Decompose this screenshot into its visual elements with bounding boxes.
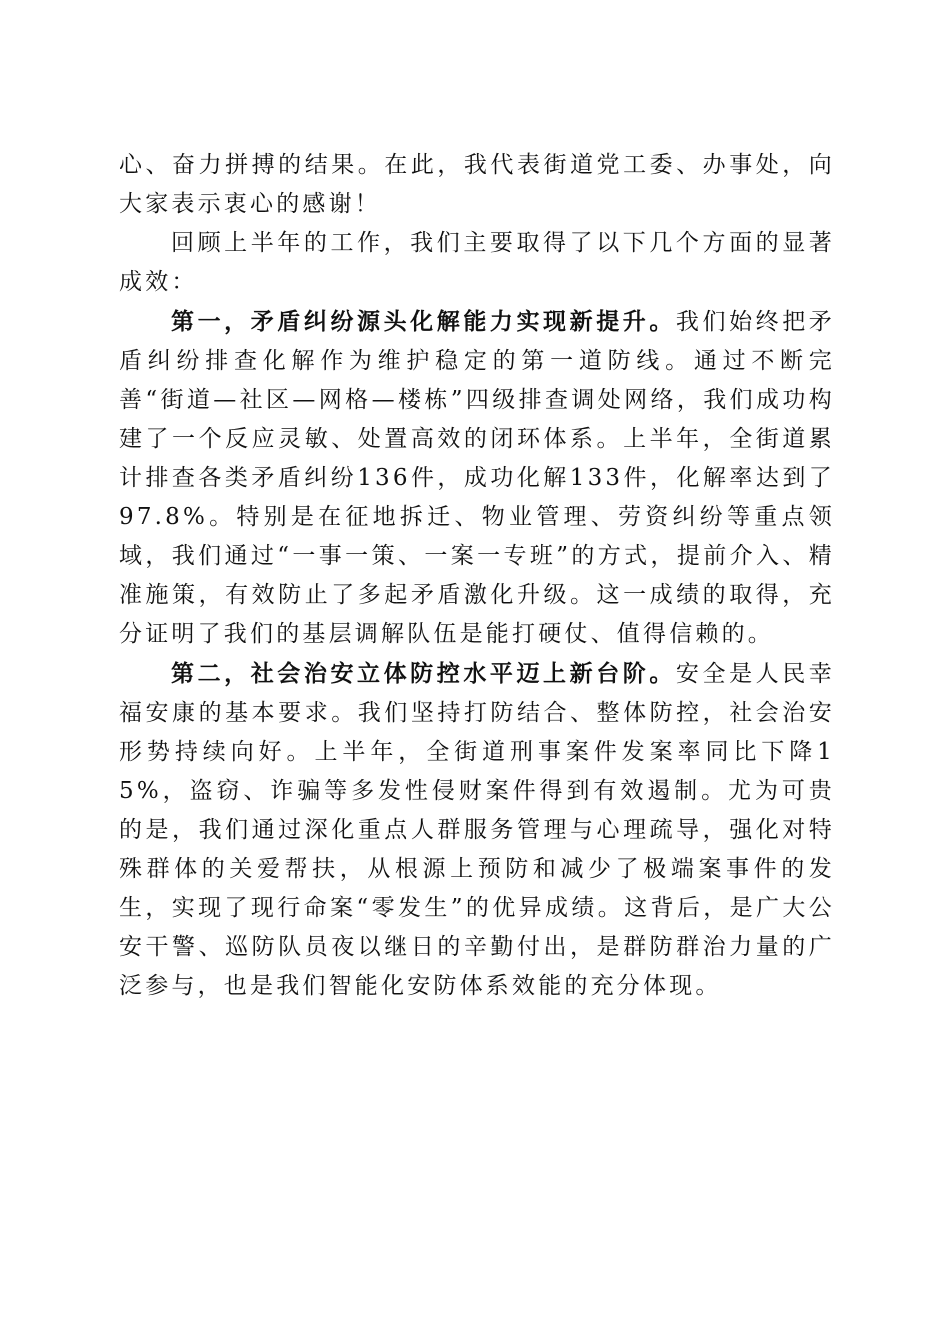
paragraph-text: 心、奋力拼搏的结果。在此，我代表街道党工委、办事处，向大家表示衷心的感谢！ xyxy=(119,152,835,217)
paragraph-review-intro xyxy=(119,224,835,302)
paragraph-point-two xyxy=(119,654,835,1006)
paragraph-text: 回顾上半年的工作，我们主要取得了以下几个方面的显著成效： xyxy=(119,230,835,295)
document-body xyxy=(119,146,835,1006)
paragraph-text: 安全是人民幸福安康的基本要求。我们坚持打防结合、整体防控，社会治安形势持续向好。上半年，全街道刑事案件发案率同比下降15%，盗窃、诈骗等多发性侵财案件得到有效遏制。尤为可贵的是，我们通过深化重点人群服务管理与心理疏导，强化对特殊群体的关爱帮扶，从根源上预防和减少了极端案事件的发生，实现了现行命案“零发生”的优异成绩。这背后，是广大公安干警、巡防队员夜以继日的辛勤付出，是群防群治力量的广泛参与，也是我们智能化安防体系效能的充分体现。 xyxy=(119,661,835,999)
paragraph-heading: 第一，矛盾纠纷源头化解能力实现新提升。 xyxy=(171,308,676,335)
paragraph-text: 我们始终把矛盾纠纷排查化解作为维护稳定的第一道防线。通过不断完善“街道—社区—网格—楼栋”四级排查调处网络，我们成功构建了一个反应灵敏、处置高效的闭环体系。上半年，全街道累计排查各类矛盾纠纷136件，成功化解133件，化解率达到了97.8%。特别是在征地拆迁、物业管理、劳资纠纷等重点领域，我们通过“一事一策、一案一专班”的方式，提前介入、精准施策，有效防止了多起矛盾激化升级。这一成绩的取得，充分证明了我们的基层调解队伍是能打硬仗、值得信赖的。 xyxy=(119,309,835,647)
paragraph-point-one xyxy=(119,302,835,654)
paragraph-heading: 第二，社会治安立体防控水平迈上新台阶。 xyxy=(171,660,676,687)
paragraph-continuation xyxy=(119,146,835,224)
